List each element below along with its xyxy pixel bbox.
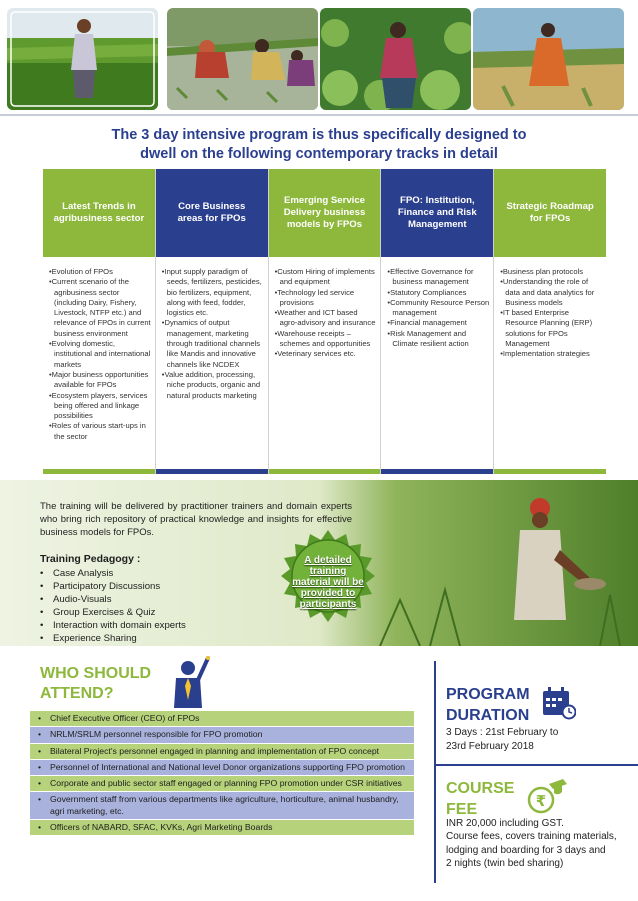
track-header: Latest Trends in agribusiness sector [43,169,155,257]
track-item: • Effective Governance for business management [385,267,490,288]
rupee-graduation-icon [527,778,567,814]
track-header: Strategic Roadmap for FPOs [494,169,606,257]
track-item: • Warehouse receipts – schemes and opportunities [273,329,378,350]
track-item: • Input supply paradigm of seeds, fertilizers, pesticides, bio fertilizers, equipment, along with feed, fodder, logistics etc. [160,267,265,318]
track-header: Core Business areas for FPOs [156,169,268,257]
track-footer-bar [43,469,155,474]
attendee-item: • Chief Executive Officer (CEO) of FPOs [30,711,414,726]
track-item: • Evolving domestic, institutional and international markets [47,339,152,370]
track-header: Emerging Service Delivery business models by FPOs [269,169,381,257]
track-item: • Veterinary services etc. [273,349,378,359]
attendee-list [30,711,414,836]
attendee-item: • Corporate and public sector staff engaged or planning FPO promotion under CSR initiatives [30,776,414,791]
training-description: The training will be delivered by practitioner trainers and domain experts who bring rich repository of practical knowledge and insights for effective business models for FPOs. [40,501,352,538]
attendee-item: • Bilateral Project's personnel engaged in planning and implementation of FPO concept [30,744,414,759]
program-duration-text: 3 Days : 21st February to 23rd February 2018 [446,727,559,752]
presenter-icon [168,656,210,710]
track-item: • IT based Enterprise Resource Planning (ERP) solutions for FPOs Management [498,308,603,349]
cabbage-harvest-photo [320,8,471,110]
attendee-item: • Officers of NABARD, SFAC, KVKs, Agri Marketing Boards [30,820,414,835]
side-panel-divider [434,661,436,883]
program-duration-title: PROGRAM DURATION [446,686,530,724]
pedagogy-item: • Case Analysis [40,568,114,579]
page-headline [40,126,598,164]
pedagogy-list [40,567,186,646]
track-item: • Dynamics of output management, marketing through traditional channels like Mandis and innovative channels like NCDEX [160,318,265,369]
who-should-attend-title: WHO SHOULD ATTEND? [40,665,152,702]
track-item: • Understanding the role of data and data analytics for Business models [498,277,603,308]
track-item: • Technology led service provisions [273,288,378,309]
track-footer-bar [494,469,606,474]
track-footer-bar [156,469,268,474]
track-item: • Implementation strategies [498,349,603,359]
track-column-core-business [156,169,269,474]
track-footer-bar [269,469,381,474]
headline-line-2: dwell on the following contemporary tracks in detail [140,146,498,162]
track-body [156,257,268,401]
track-item: • Value addition, processing, niche products, organic and natural products marketing [160,370,265,401]
track-item: • Major business opportunities available for FPOs [47,370,152,391]
paddy-transplanting-photo [167,8,318,110]
tracks-table [43,169,606,474]
track-item: • Evolution of FPOs [47,267,152,277]
track-item: • Current scenario of the agribusiness sector (including Dairy, Fishery, Livestock, NTFP etc.) and relevance of FPOs in current business environment [47,277,152,339]
track-item: • Community Resource Person management [385,298,490,319]
farmer-in-field-photo [7,8,158,110]
headline-line-1: The 3 day intensive program is thus specifically designed to [111,127,527,143]
track-item: • Ecosystem players, services being offered and linkage possibilities [47,391,152,422]
track-body [494,257,606,360]
seal-text: A detailed training material will be provided to participants [292,555,364,610]
pedagogy-title: Training Pedagogy : [40,553,141,565]
attendee-item: • Government staff from various departments like agriculture, horticulture, animal husbandry, agri marketing, etc. [30,792,414,819]
course-fee-text: INR 20,000 including GST. Course fees, covers training materials, lodging and boarding for 3 days and 2 nights (twin bed sharing) [446,818,617,870]
track-body [381,257,493,349]
track-column-service-delivery [269,169,382,474]
track-header: FPO: Institution, Finance and Risk Management [381,169,493,257]
track-item: • Risk Management and Climate resilient action [385,329,490,350]
photo-banner [0,0,638,118]
track-item: • Statutory Compliances [385,288,490,298]
pedagogy-item: • Group Exercises & Quiz [40,607,156,619]
track-column-institution-finance [381,169,494,474]
calendar-icon [542,686,576,720]
track-column-strategic-roadmap [494,169,606,474]
banner-divider [0,114,638,116]
pedagogy-item: • Participatory Discussions [40,581,161,593]
svg-text:₹: ₹ [535,792,547,810]
track-footer-bar [381,469,493,474]
training-pedagogy-band [0,480,638,646]
pedagogy-item: • Audio-Visuals [40,594,112,606]
course-fee-title: COURSE FEE [446,780,515,818]
pedagogy-item: • Experience Sharing [40,633,137,645]
track-body [43,257,155,442]
woman-in-field-photo [473,8,624,110]
side-section-divider [436,764,638,766]
track-body [269,257,381,360]
track-column-trends [43,169,156,474]
attendee-item: • Personnel of International and National level Donor organizations supporting FPO promotion [30,760,414,775]
track-item: • Financial management [385,318,490,328]
track-item: • Custom Hiring of implements and equipment [273,267,378,288]
pedagogy-item: • Interaction with domain experts [40,620,186,632]
track-item: • Weather and ICT based agro-advisory and insurance [273,308,378,329]
track-item: • Roles of various start-ups in the sector [47,421,152,442]
attendee-item: • NRLM/SRLM personnel responsible for FPO promotion [30,727,414,742]
track-item: • Business plan protocols [498,267,603,277]
